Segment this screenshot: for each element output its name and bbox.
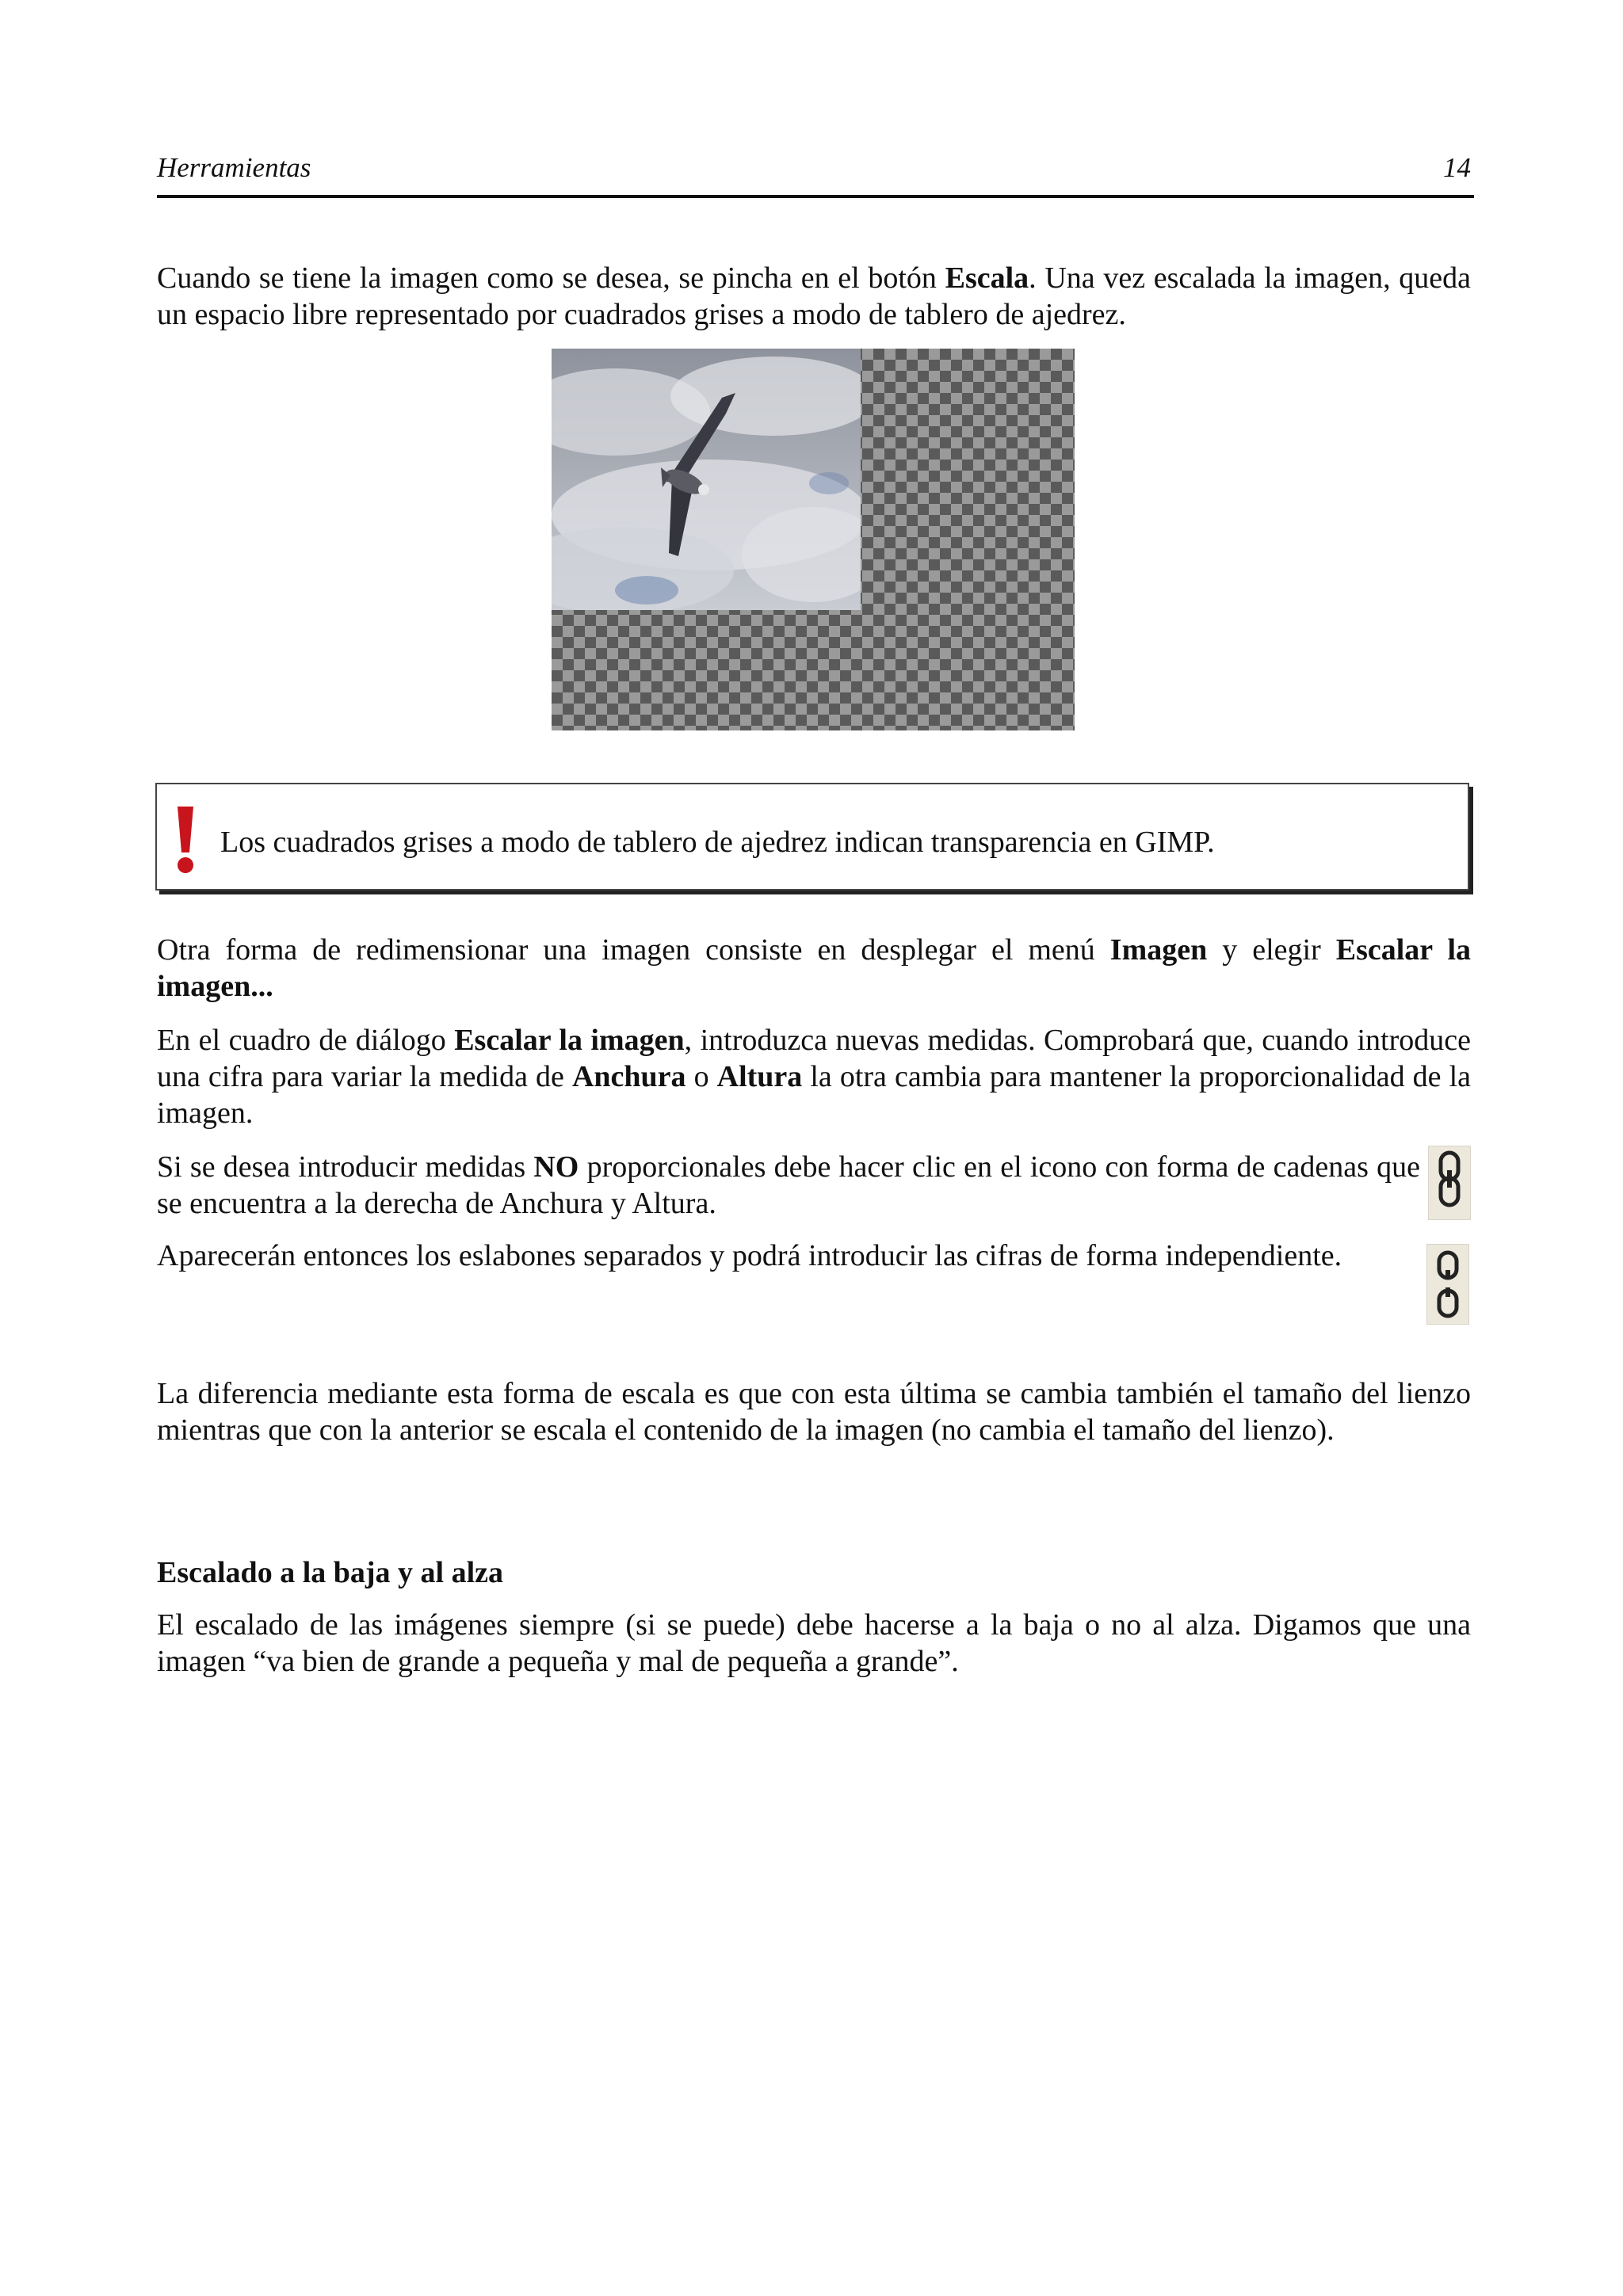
chain-linked-icon bbox=[1428, 1146, 1471, 1220]
text-run: la otra cambia para mantener la proporcionalidad de la imagen. bbox=[157, 1060, 1472, 1130]
text-run: o bbox=[685, 1060, 717, 1093]
scaled-image-figure bbox=[552, 349, 1075, 730]
bold-imagen: Imagen bbox=[1109, 933, 1208, 967]
paragraph-eslabones bbox=[157, 1238, 1420, 1274]
page-header bbox=[157, 151, 1474, 198]
text-run: . Una vez escalada la imagen, queda un espacio libre representado por cuadrados grises a modo de tablero de ajedrez. bbox=[157, 261, 1471, 331]
section-heading: Escalado a la baja y al alza bbox=[157, 1556, 504, 1589]
text-run: La diferencia mediante esta forma de escala es que con esta última se cambia también el tamaño del lienzo mientras que con la anterior se escala el contenido de la imagen (no cambia el tamaño del lienzo). bbox=[157, 1377, 1471, 1447]
page-number: 14 bbox=[1443, 152, 1471, 183]
bold-escala: Escala bbox=[945, 261, 1029, 295]
bold-escalar-imagen: Escalar la imagen... bbox=[157, 933, 1472, 1003]
bold-no: NO bbox=[533, 1150, 579, 1184]
text-run: Aparecerán entonces los eslabones separados y podrá introducir las cifras de forma independiente. bbox=[157, 1239, 1342, 1272]
text-run: Cuando se tiene la imagen como se desea, se pincha en el botón bbox=[157, 261, 945, 295]
bold-escalar-imagen: Escalar la imagen bbox=[454, 1024, 685, 1057]
text-run: Si se desea introducir medidas bbox=[157, 1150, 534, 1184]
paragraph-cadenas bbox=[157, 1149, 1420, 1222]
paragraph-dialogo bbox=[157, 1022, 1471, 1131]
eagle-photo bbox=[552, 349, 861, 610]
text-run: Otra forma de redimensionar una imagen consiste en desplegar el menú bbox=[157, 933, 1110, 967]
text-run: , introduzca nuevas medidas. Comprobará que, cuando introduce una cifra para variar la medida de bbox=[157, 1024, 1471, 1093]
text-run: y elegir bbox=[1207, 933, 1336, 967]
paragraph-escalado bbox=[157, 1607, 1471, 1680]
text-run: El escalado de las imágenes siempre (si se puede) debe hacerse a la baja o no al alza. Digamos que una imagen “va bien de grande a pequeña y mal de pequeña a grande”. bbox=[157, 1608, 1471, 1678]
exclamation-icon bbox=[170, 805, 201, 875]
bold-altura: Altura bbox=[716, 1060, 803, 1093]
paragraph-escala bbox=[157, 260, 1471, 333]
chain-broken-icon bbox=[1426, 1244, 1469, 1325]
paragraph-menu-imagen bbox=[157, 932, 1471, 1005]
transparency-note bbox=[155, 783, 1469, 891]
note-text: Los cuadrados grises a modo de tablero de ajedrez indican transparencia en GIMP. bbox=[220, 826, 1215, 859]
paragraph-diferencia bbox=[157, 1375, 1471, 1448]
text-run: proporcionales debe hacer clic en el icono con forma de cadenas que se encuentra a la derecha de Anchura y Altura. bbox=[157, 1150, 1420, 1220]
header-title: Herramientas bbox=[157, 152, 311, 183]
text-run: En el cuadro de diálogo bbox=[157, 1024, 455, 1057]
bold-anchura: Anchura bbox=[571, 1060, 686, 1093]
